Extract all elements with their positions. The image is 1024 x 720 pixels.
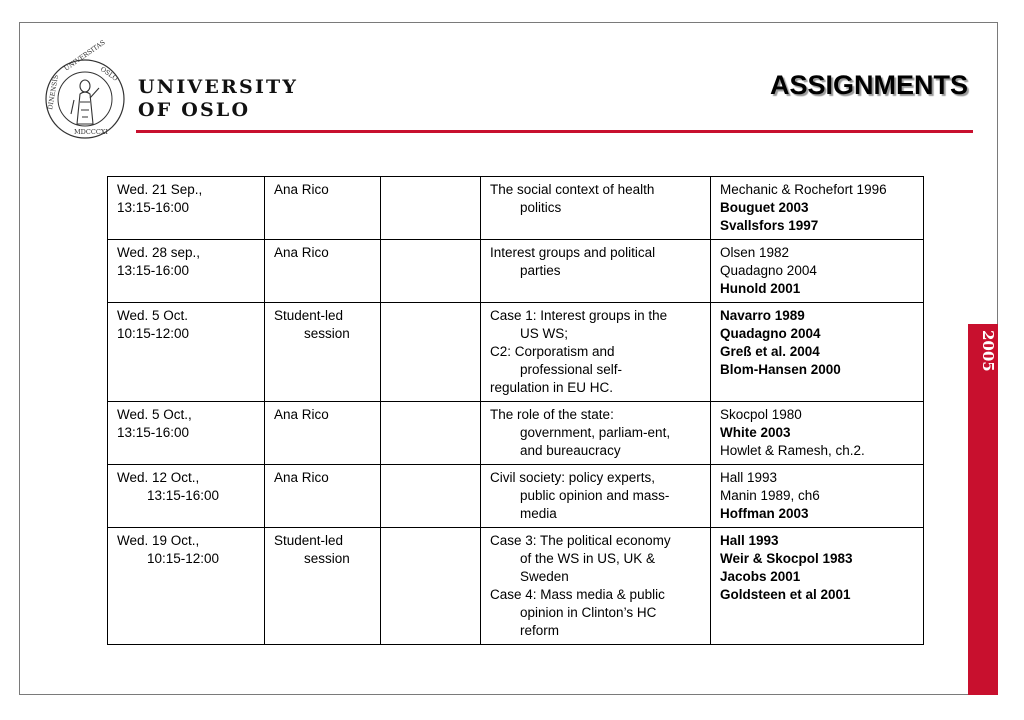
- table-row: [108, 240, 924, 303]
- teacher-text: session: [304, 551, 350, 566]
- readings-cell: [711, 177, 924, 240]
- session-time: 13:15-16:00: [117, 263, 190, 278]
- readings-cell: [711, 240, 924, 303]
- svg-text:MDCCCXI: MDCCCXI: [74, 128, 108, 136]
- session-date: Wed. 12 Oct.,: [117, 470, 200, 485]
- date-cell: [108, 465, 265, 528]
- table-row: [108, 303, 924, 402]
- readings-cell: [711, 303, 924, 402]
- year-label: 2005: [979, 330, 997, 372]
- topic-line: professional self-: [520, 362, 623, 377]
- topic-cell: [481, 465, 711, 528]
- schedule-table: [107, 176, 924, 645]
- university-name-line1: UNIVERSITY: [138, 76, 299, 98]
- topic-line: Case 3: The political economy: [490, 533, 671, 548]
- topic-line: of the WS in US, UK &: [520, 551, 656, 566]
- session-time: 13:15-16:00: [147, 488, 220, 503]
- empty-cell: [381, 240, 481, 303]
- topic-cell: [481, 402, 711, 465]
- session-time: 10:15-12:00: [147, 551, 220, 566]
- table-row: [108, 177, 924, 240]
- reading-item: White 2003: [720, 425, 791, 440]
- reading-item: Hunold 2001: [720, 281, 801, 296]
- readings-cell: [711, 402, 924, 465]
- readings-cell: [711, 528, 924, 645]
- session-date: Wed. 28 sep.,: [117, 245, 201, 260]
- session-date: Wed. 5 Oct.,: [117, 407, 192, 422]
- topic-cell: [481, 177, 711, 240]
- table-row: [108, 465, 924, 528]
- topic-line: politics: [520, 200, 562, 215]
- teacher-text: Ana Rico: [274, 182, 329, 197]
- university-wordmark: [138, 76, 298, 122]
- topic-line: and bureaucracy: [520, 443, 621, 458]
- topic-line: Civil society: policy experts,: [490, 470, 656, 485]
- session-time: 10:15-12:00: [117, 326, 190, 341]
- reading-item: Skocpol 1980: [720, 407, 802, 422]
- session-date: Wed. 21 Sep.,: [117, 182, 203, 197]
- reading-item: Mechanic & Rochefort 1996: [720, 182, 887, 197]
- svg-text:UNIVERSITAS: UNIVERSITAS: [62, 38, 107, 73]
- year-sidebar: [968, 324, 998, 695]
- svg-text:DINENSIS: DINENSIS: [46, 74, 61, 111]
- reading-item: Hoffman 2003: [720, 506, 809, 521]
- topic-line: Interest groups and political: [490, 245, 656, 260]
- teacher-cell: [265, 303, 381, 402]
- reading-item: Howlet & Ramesh, ch.2.: [720, 443, 865, 458]
- university-seal-logo: [44, 38, 126, 140]
- empty-cell: [381, 465, 481, 528]
- reading-item: Navarro 1989: [720, 308, 805, 323]
- topic-cell: [481, 303, 711, 402]
- teacher-cell: [265, 465, 381, 528]
- reading-item: Quadagno 2004: [720, 326, 821, 341]
- topic-line: C2: Corporatism and: [490, 344, 615, 359]
- empty-cell: [381, 528, 481, 645]
- reading-item: Greß et al. 2004: [720, 344, 820, 359]
- reading-item: Svallsfors 1997: [720, 218, 819, 233]
- empty-cell: [381, 402, 481, 465]
- empty-cell: [381, 177, 481, 240]
- session-date: Wed. 19 Oct.,: [117, 533, 200, 548]
- teacher-cell: [265, 240, 381, 303]
- date-cell: [108, 528, 265, 645]
- topic-line: reform: [520, 623, 560, 638]
- reading-item: Hall 1993: [720, 533, 779, 548]
- reading-item: Quadagno 2004: [720, 263, 817, 278]
- teacher-text: Student-led: [274, 308, 344, 323]
- topic-line: regulation in EU HC.: [490, 380, 614, 395]
- session-date: Wed. 5 Oct.: [117, 308, 189, 323]
- topic-cell: [481, 240, 711, 303]
- topic-line: Case 1: Interest groups in the: [490, 308, 668, 323]
- topic-line: government, parliam-ent,: [520, 425, 671, 440]
- page-title: ASSIGNMENTS: [769, 70, 968, 100]
- readings-cell: [711, 465, 924, 528]
- teacher-cell: [265, 402, 381, 465]
- reading-item: Blom-Hansen 2000: [720, 362, 841, 377]
- table-row: [108, 528, 924, 645]
- teacher-text: Student-led: [274, 533, 344, 548]
- reading-item: Jacobs 2001: [720, 569, 801, 584]
- reading-item: Weir & Skocpol 1983: [720, 551, 853, 566]
- topic-line: opinion in Clinton’s HC: [520, 605, 657, 620]
- teacher-text: Ana Rico: [274, 470, 329, 485]
- svg-text:OSLO: OSLO: [98, 65, 120, 83]
- teacher-cell: [265, 528, 381, 645]
- date-cell: [108, 303, 265, 402]
- teacher-text: Ana Rico: [274, 407, 329, 422]
- date-cell: [108, 177, 265, 240]
- session-time: 13:15-16:00: [117, 200, 190, 215]
- reading-item: Olsen 1982: [720, 245, 790, 260]
- university-name-line2: OF OSLO: [138, 99, 251, 121]
- topic-cell: [481, 528, 711, 645]
- header-divider: [136, 130, 973, 133]
- schedule-table-body: [108, 177, 924, 645]
- date-cell: [108, 402, 265, 465]
- teacher-text: Ana Rico: [274, 245, 329, 260]
- topic-line: US WS;: [520, 326, 569, 341]
- topic-line: The role of the state:: [490, 407, 614, 422]
- reading-item: Bouguet 2003: [720, 200, 809, 215]
- reading-item: Goldsteen et al 2001: [720, 587, 851, 602]
- topic-line: The social context of health: [490, 182, 655, 197]
- topic-line: public opinion and mass-: [520, 488, 670, 503]
- topic-line: Sweden: [520, 569, 569, 584]
- table-row: [108, 402, 924, 465]
- session-time: 13:15-16:00: [117, 425, 190, 440]
- topic-line: Case 4: Mass media & public: [490, 587, 665, 602]
- empty-cell: [381, 303, 481, 402]
- date-cell: [108, 240, 265, 303]
- reading-item: Manin 1989, ch6: [720, 488, 820, 503]
- topic-line: parties: [520, 263, 561, 278]
- teacher-cell: [265, 177, 381, 240]
- reading-item: Hall 1993: [720, 470, 778, 485]
- teacher-text: session: [304, 326, 350, 341]
- topic-line: media: [520, 506, 557, 521]
